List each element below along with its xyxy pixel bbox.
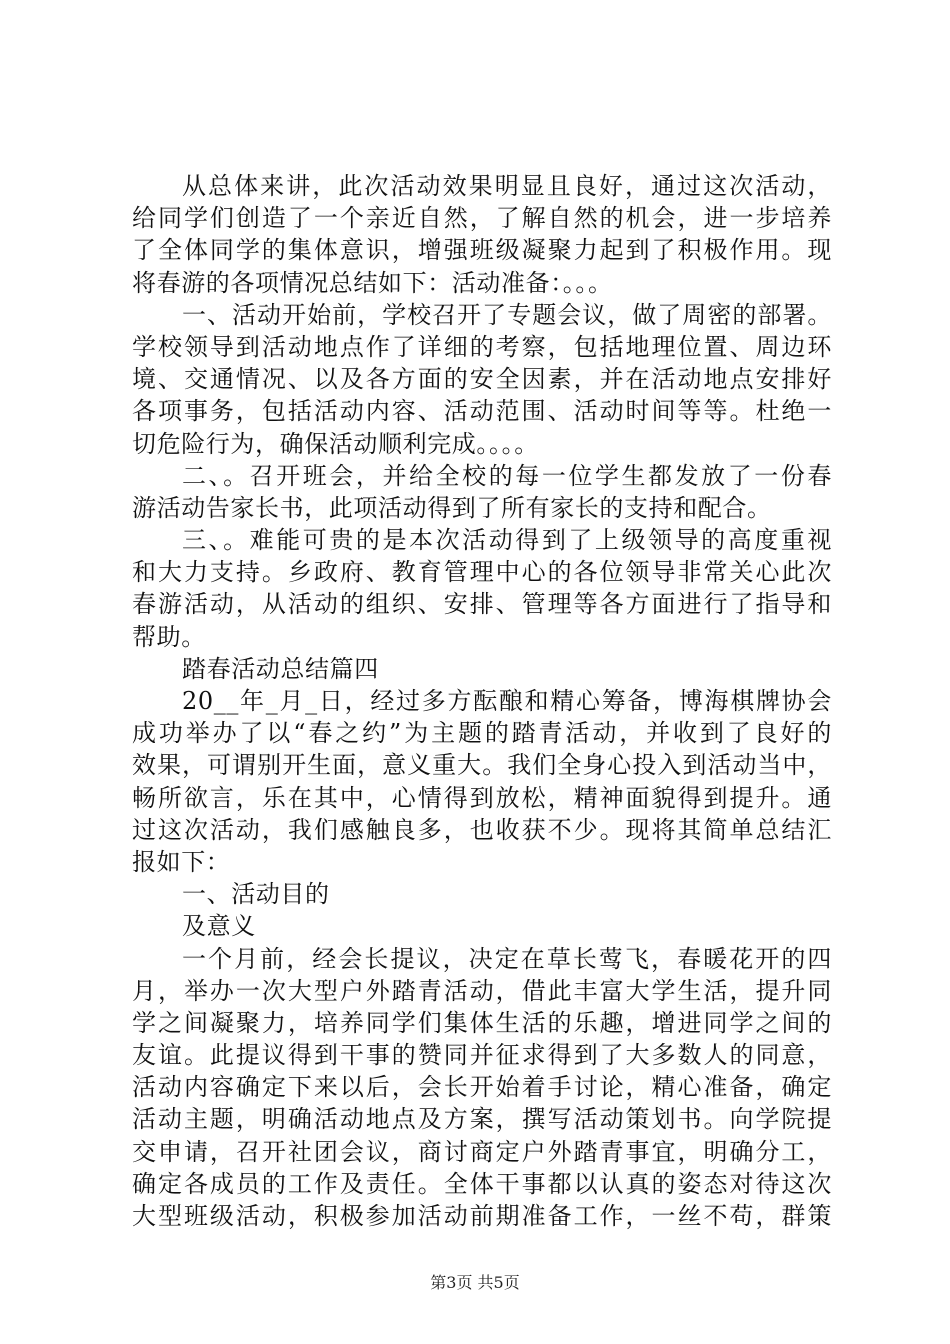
text-line: 境、交通情况、以及各方面的安全因素，并在活动地点安排好 bbox=[132, 365, 832, 394]
text-line: 给同学们创造了一个亲近自然，了解自然的机会，进一步培养 bbox=[132, 204, 832, 233]
text-line: 友谊。此提议得到干事的赞同并征求得到了大多数人的同意， bbox=[132, 1041, 832, 1070]
text-line: 游活动告家长书，此项活动得到了所有家长的支持和配合。 bbox=[132, 493, 772, 522]
document-body bbox=[132, 170, 832, 1232]
text-line: 月，举办一次大型户外踏青活动，借此丰富大学生活，提升同 bbox=[132, 976, 832, 1005]
text-line: 切危险行为，确保活动顺利完成。。。。 bbox=[132, 429, 539, 458]
text-line: 确定各成员的工作及责任。全体干事都以认真的姿态对待这次 bbox=[132, 1169, 832, 1198]
text-line: 春游活动，从活动的组织、安排、管理等各方面进行了指导和 bbox=[132, 590, 832, 619]
text-line: 学校领导到活动地点作了详细的考察，包括地理位置、周边环 bbox=[132, 332, 832, 361]
text-line: 过这次活动，我们感触良多，也收获不少。现将其简单总结汇 bbox=[132, 815, 832, 844]
text-line: 20__年_月_日，经过多方酝酿和精心筹备，博海棋牌协会 bbox=[182, 687, 832, 715]
text-line: 和大力支持。乡政府、教育管理中心的各位领导非常关心此次 bbox=[132, 558, 832, 587]
text-line: 二、。召开班会，并给全校的每一位学生都发放了一份春 bbox=[182, 461, 832, 490]
text-line: 畅所欲言，乐在其中，心情得到放松，精神面貌得到提升。通 bbox=[132, 783, 832, 812]
text-line: 一、活动目的 bbox=[182, 880, 330, 909]
text-line: 踏春活动总结篇四 bbox=[182, 654, 379, 683]
text-line: 成功举办了以“春之约”为主题的踏青活动，并收到了良好的 bbox=[132, 719, 832, 748]
text-line: 一、活动开始前，学校召开了专题会议，做了周密的部署。 bbox=[182, 300, 832, 329]
text-line: 从总体来讲，此次活动效果明显且良好，通过这次活动， bbox=[182, 172, 832, 200]
text-line: 交申请，召开社团会议，商讨商定户外踏青事宜，明确分工， bbox=[132, 1137, 832, 1166]
text-line: 将春游的各项情况总结如下：活动准备：。。。 bbox=[132, 268, 613, 297]
text-line: 及意义 bbox=[182, 912, 256, 941]
text-line: 活动主题，明确活动地点及方案，撰写活动策划书。向学院提 bbox=[132, 1105, 832, 1134]
page-footer: 第3页 共5页 bbox=[430, 1273, 520, 1292]
text-line: 三、。难能可贵的是本次活动得到了上级领导的高度重视 bbox=[182, 526, 832, 555]
text-line: 学之间凝聚力，培养同学们集体生活的乐趣，增进同学之间的 bbox=[132, 1008, 832, 1037]
text-line: 报如下： bbox=[132, 847, 231, 876]
text-line: 一个月前，经会长提议，决定在草长莺飞，春暖花开的四 bbox=[182, 944, 832, 973]
text-line: 帮助。 bbox=[132, 622, 206, 651]
text-line: 效果，可谓别开生面，意义重大。我们全身心投入到活动当中， bbox=[132, 751, 832, 780]
text-line: 大型班级活动，积极参加活动前期准备工作，一丝不苟，群策 bbox=[132, 1202, 832, 1230]
text-line: 活动内容确定下来以后，会长开始着手讨论，精心准备，确定 bbox=[132, 1073, 832, 1102]
text-line: 了全体同学的集体意识，增强班级凝聚力起到了积极作用。现 bbox=[132, 236, 832, 265]
text-line: 各项事务，包括活动内容、活动范围、活动时间等等。杜绝一 bbox=[132, 397, 832, 426]
